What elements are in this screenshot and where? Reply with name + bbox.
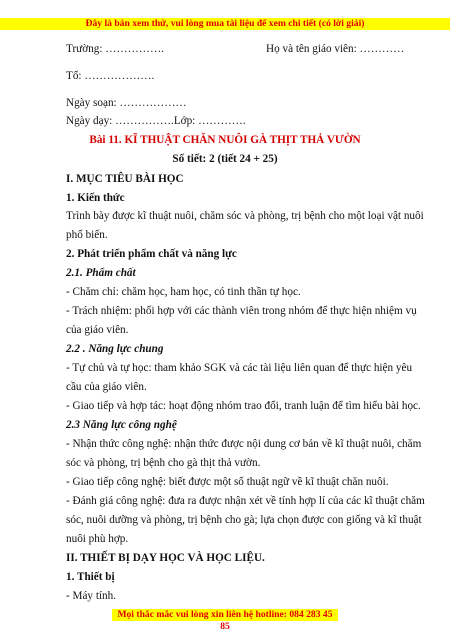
- knowledge-heading: 1. Kiến thức: [66, 192, 125, 204]
- section-equipment-heading: II. THIẾT BỊ DẠY HỌC VÀ HỌC LIỆU.: [66, 552, 265, 564]
- tech-competency-heading: 2.3 Năng lực công nghệ: [66, 419, 177, 431]
- periods-label: Số tiết: 2 (tiết 24 + 25): [172, 153, 278, 165]
- general-item-cooperation: - Giao tiếp và hợp tác: hoạt động nhóm trao đổi, tranh luận để tìm hiểu bài học.: [66, 400, 421, 412]
- tech-item-evaluation: - Đánh giá công nghệ: đưa ra được nhận xét về tính hợp lí của các kĩ thuật chăm: [66, 495, 425, 507]
- qualities-item-diligence: - Chăm chỉ: chăm học, ham học, có tinh thần tự học.: [66, 286, 301, 298]
- tech-item-awareness-cont: sóc và phòng, trị bệnh cho gà thịt thả vườn.: [66, 457, 261, 469]
- qualities-heading: 2.1. Phẩm chất: [66, 267, 136, 279]
- competency-heading: 2. Phát triển phẩm chất và năng lực: [66, 248, 237, 260]
- lesson-title: Bài 11. KĨ THUẬT CHĂN NUÔI GÀ THỊT THẢ VƯỜN: [89, 134, 361, 146]
- equipment-heading: 1. Thiết bị: [66, 571, 115, 583]
- qualities-item-responsibility: - Trách nhiệm: phối hợp với các thành viên trong nhóm để thực hiện nhiệm vụ: [66, 305, 417, 317]
- section-objectives-heading: I. MỤC TIÊU BÀI HỌC: [66, 173, 184, 185]
- hotline-footer-banner: Mọi thắc mắc vui lòng xin liên hệ hotline: 084 283 45 85: [112, 609, 338, 621]
- date-prepared-field: Ngày soạn: ………………: [66, 97, 187, 109]
- tech-item-communication: - Giao tiếp công nghệ: biết được một số thuật ngữ về kĩ thuật chăn nuôi.: [66, 476, 389, 488]
- tech-item-evaluation-cont: sóc, nuôi dưỡng và phòng, trị bệnh cho gà; lựa chọn được con giống và kĩ thuật: [66, 514, 422, 526]
- general-item-selfstudy: - Tự chủ và tự học: tham khảo SGK và các tài liệu liên quan để thực hiện yêu: [66, 362, 413, 374]
- date-taught-field: Ngày dạy: …………….Lớp: ………….: [66, 115, 246, 127]
- school-field: Trường: …………….: [66, 43, 164, 55]
- tech-item-awareness: - Nhận thức công nghệ: nhận thức được nội dung cơ bản về kĩ thuật nuôi, chăm: [66, 438, 422, 450]
- teacher-field: Họ và tên giáo viên: …………: [266, 43, 405, 55]
- general-competency-heading: 2.2 . Năng lực chung: [66, 343, 164, 355]
- qualities-item-responsibility-cont: của giáo viên.: [66, 324, 129, 336]
- group-field: Tổ: ……………….: [66, 70, 155, 82]
- general-item-selfstudy-cont: cầu của giáo viên.: [66, 381, 147, 393]
- preview-notice-banner: Đây là bản xem thử, vui lòng mua tài liệu để xem chi tiết (có lời giải): [0, 18, 450, 30]
- tech-item-evaluation-cont2: nuôi phù hợp.: [66, 533, 129, 545]
- knowledge-text: Trình bày được kĩ thuật nuôi, chăm sóc và phòng, trị bệnh cho một loại vật nuôi: [66, 210, 424, 222]
- knowledge-text-cont: phổ biến.: [66, 229, 108, 241]
- equipment-item-computer: - Máy tính.: [66, 590, 117, 602]
